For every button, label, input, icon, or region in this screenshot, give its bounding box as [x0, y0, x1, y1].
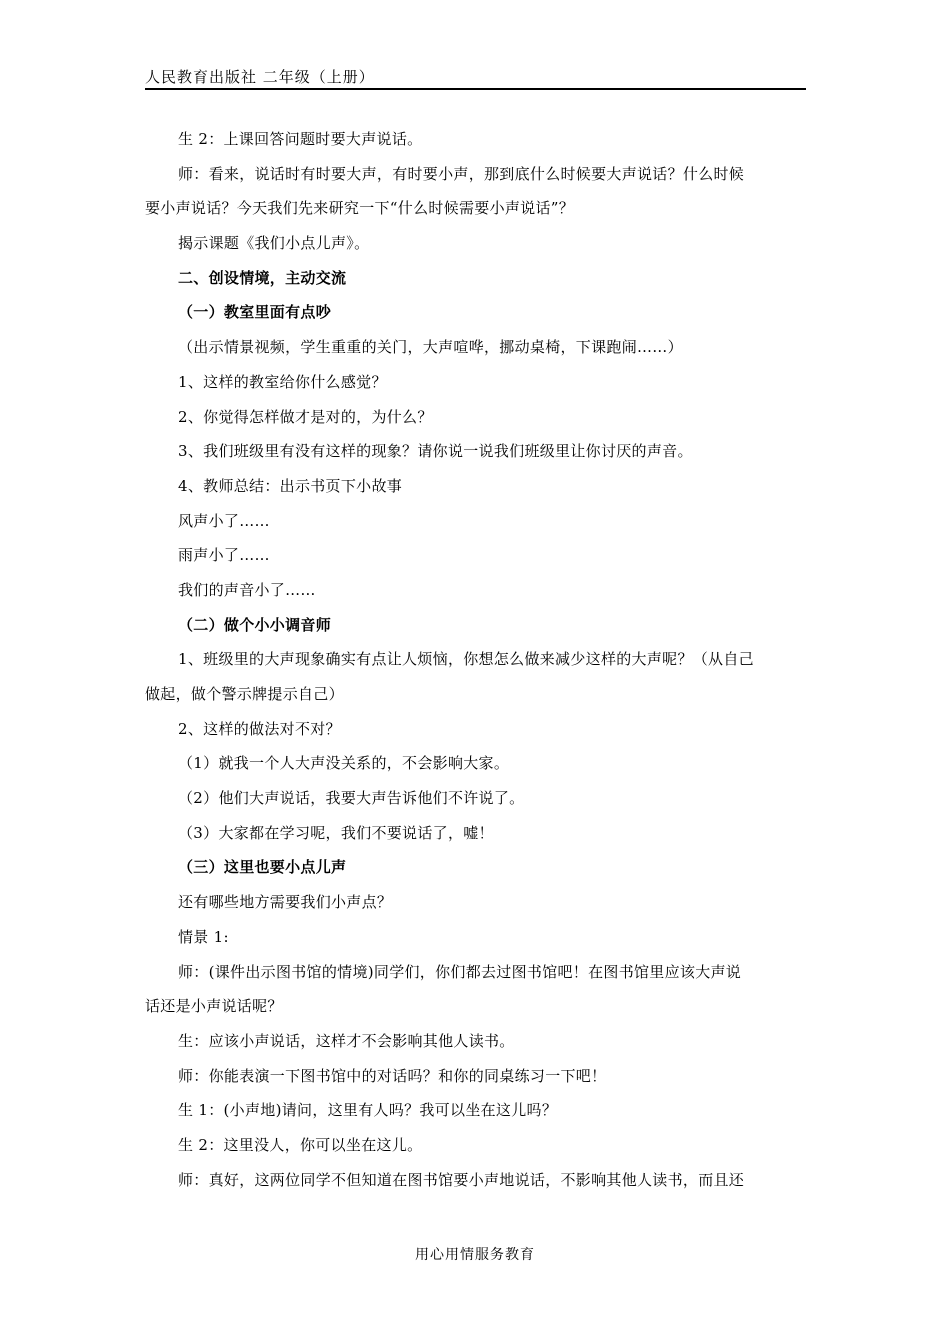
section-heading: （一）教室里面有点吵 — [178, 303, 332, 322]
paragraph-line: 生：应该小声说话，这样才不会影响其他人读书。 — [178, 1031, 515, 1050]
paragraph-line: 师：(课件出示图书馆的情境)同学们，你们都去过图书馆吧！在图书馆里应该大声说 — [178, 962, 742, 981]
paragraph-line: 师：真好，这两位同学不但知道在图书馆要小声地说话，不影响其他人读书，而且还 — [178, 1170, 745, 1189]
section-heading: 二、创设情境，主动交流 — [178, 268, 347, 287]
paragraph-line: 师：看来，说话时有时要大声，有时要小声，那到底什么时候要大声说话？什么时候 — [178, 164, 745, 183]
paragraph-line: 生 2：上课回答问题时要大声说话。 — [178, 130, 423, 148]
paragraph-line: 揭示课题《我们小点儿声》。 — [178, 234, 370, 253]
section-heading: （二）做个小小调音师 — [178, 615, 332, 634]
paragraph-line: 生 1：(小声地)请问，这里有人吗？我可以坐在这儿吗？ — [178, 1101, 558, 1120]
paragraph-line: 话还是小声说话呢？ — [145, 997, 283, 1016]
paragraph-line: （3）大家都在学习呢，我们不要说话了，嘘！ — [178, 823, 494, 842]
paragraph-line: （1）就我一个人大声没关系的，不会影响大家。 — [178, 754, 510, 773]
page-header — [145, 64, 806, 90]
paragraph-line: 2、你觉得怎样做才是对的，为什么？ — [178, 407, 433, 426]
paragraph-line: 1、班级里的大声现象确实有点让人烦恼，你想怎么做来减少这样的大声呢？（从自己 — [178, 650, 754, 669]
paragraph-line: 雨声小了…… — [178, 546, 270, 565]
paragraph-line: 生 2：这里没人，你可以坐在这儿。 — [178, 1135, 423, 1154]
paragraph-line: 情景 1: — [178, 927, 229, 946]
paragraph-line: （出示情景视频，学生重重的关门，大声喧哗，挪动桌椅，下课跑闹……） — [178, 338, 683, 357]
paragraph-line: 2、这样的做法对不对？ — [178, 719, 341, 738]
paragraph-line: （2）他们大声说话，我要大声告诉他们不许说了。 — [178, 789, 525, 808]
paragraph-line: 做起，做个警示牌提示自己） — [145, 685, 344, 703]
header-title: 人民教育出版社 二年级（上册） — [145, 68, 375, 86]
page-footer: 用心用情服务教育 — [415, 1247, 535, 1263]
paragraph-line: 要小声说话？今天我们先来研究一下“什么时候需要小声说话”？ — [145, 199, 575, 218]
section-heading: （三）这里也要小点儿声 — [178, 858, 347, 877]
paragraph-line: 还有哪些地方需要我们小声点？ — [178, 893, 393, 912]
paragraph-line: 4、教师总结：出示书页下小故事 — [178, 476, 403, 495]
paragraph-line: 风声小了…… — [178, 511, 270, 530]
paragraph-line: 师：你能表演一下图书馆中的对话吗？和你的同桌练习一下吧！ — [178, 1066, 607, 1085]
paragraph-line: 1、这样的教室给你什么感觉？ — [178, 372, 387, 391]
paragraph-line: 我们的声音小了…… — [178, 580, 316, 599]
paragraph-line: 3、我们班级里有没有这样的现象？请你说一说我们班级里让你讨厌的声音。 — [178, 442, 693, 461]
document-body — [145, 122, 806, 1197]
